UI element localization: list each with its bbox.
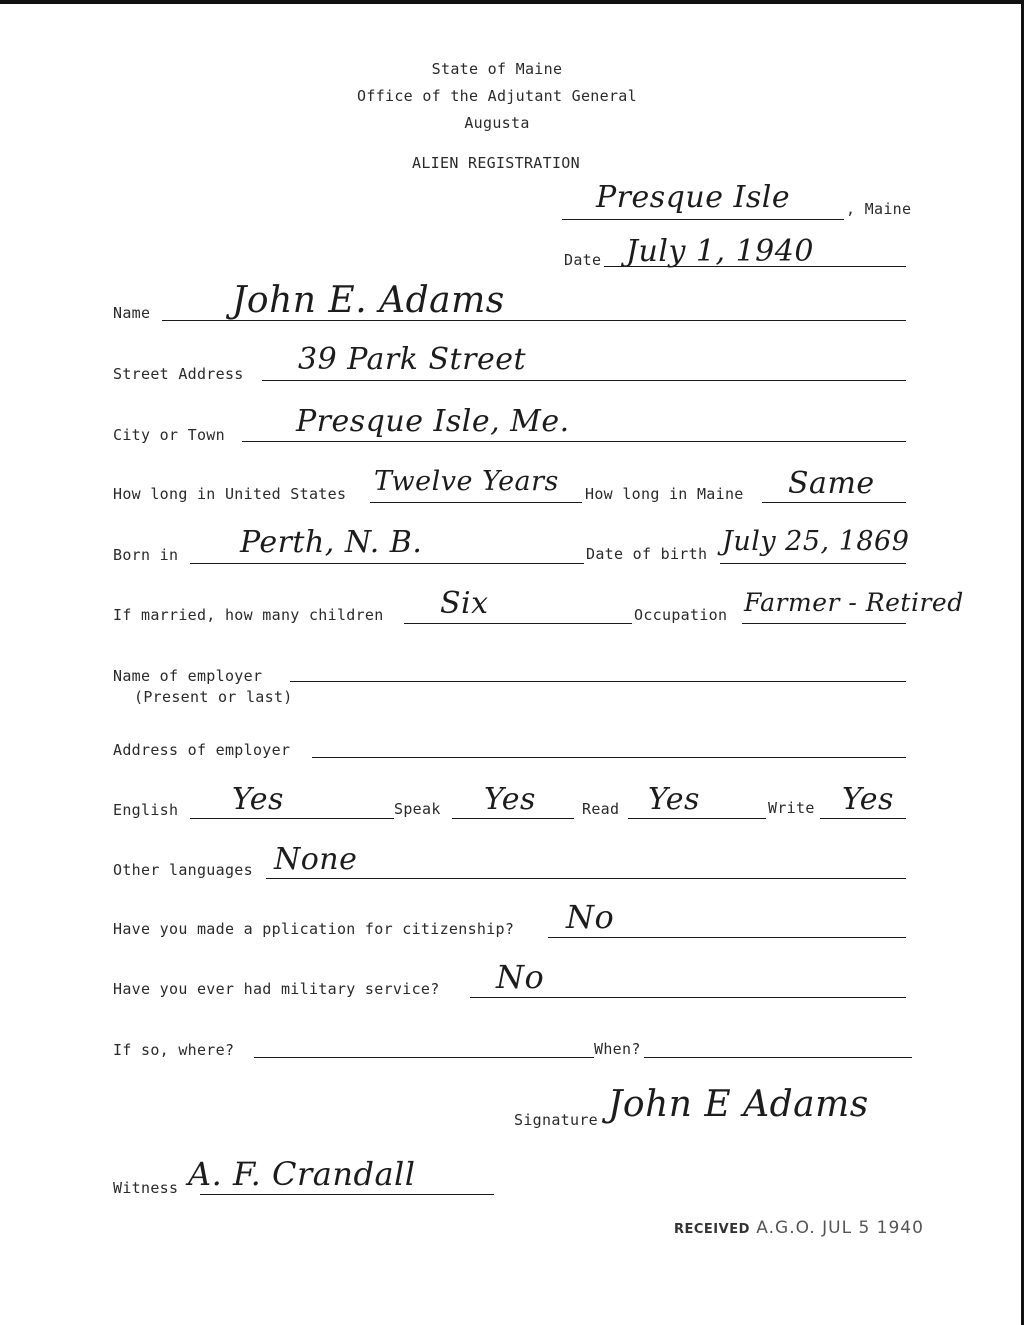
read-value: Yes (648, 782, 700, 817)
how-long-maine-label: How long in Maine (585, 485, 744, 503)
other-languages-line (266, 878, 906, 879)
street-line (262, 380, 906, 381)
how-long-us-line (370, 502, 582, 503)
read-label: Read (582, 800, 620, 818)
employer-name-label: Name of employer (113, 667, 263, 685)
children-value: Six (440, 586, 489, 621)
english-value: Yes (232, 782, 284, 817)
street-value: 39 Park Street (298, 342, 527, 377)
children-label: If married, how many children (113, 606, 384, 624)
other-languages-label: Other languages (113, 861, 253, 879)
english-label: English (113, 801, 179, 819)
when-line (644, 1057, 912, 1058)
english-line (190, 818, 394, 819)
write-line (820, 818, 906, 819)
military-line (470, 997, 906, 998)
employer-name-line (290, 681, 906, 682)
where-line (254, 1057, 594, 1058)
where-label: If so, where? (113, 1041, 235, 1059)
city-line (242, 441, 906, 442)
stamp-date: JUL 5 1940 (822, 1218, 924, 1238)
city-label: City or Town (113, 426, 225, 444)
witness-line (200, 1194, 494, 1195)
other-languages-value: None (274, 842, 358, 877)
name-value: John E. Adams (232, 280, 505, 321)
citizenship-line (548, 937, 906, 938)
speak-line (452, 818, 574, 819)
employer-address-line (312, 757, 906, 758)
place-value: Presque Isle (596, 180, 791, 215)
how-long-maine-value: Same (788, 466, 875, 501)
date-of-birth-value: July 25, 1869 (722, 526, 910, 557)
citizenship-label: Have you made a pplication for citizenship? (113, 920, 515, 938)
how-long-us-value: Twelve Years (374, 466, 559, 497)
stamp-received: RECEIVED (674, 1222, 750, 1237)
city-value: Presque Isle, Me. (296, 404, 570, 439)
occupation-value: Farmer - Retired (744, 588, 964, 617)
maine-label: , Maine (846, 200, 912, 218)
employer-name-sublabel: (Present or last) (134, 688, 293, 706)
how-long-maine-line (762, 502, 906, 503)
citizenship-value: No (566, 898, 615, 936)
write-label: Write (768, 799, 815, 817)
date-value: July 1, 1940 (626, 234, 814, 269)
read-line (628, 818, 766, 819)
occupation-line (742, 623, 906, 624)
place-line (562, 219, 844, 220)
military-value: No (496, 958, 545, 996)
children-line (404, 623, 632, 624)
write-value: Yes (842, 782, 894, 817)
speak-value: Yes (484, 782, 536, 817)
born-in-line (190, 563, 584, 564)
form-title: ALIEN REGISTRATION (412, 154, 580, 172)
when-label: When? (594, 1040, 641, 1058)
street-label: Street Address (113, 365, 244, 383)
military-label: Have you ever had military service? (113, 980, 440, 998)
header-state: State of Maine (431, 60, 563, 78)
stamp-office: A.G.O. (756, 1218, 816, 1238)
date-of-birth-label: Date of birth (586, 545, 708, 563)
born-in-label: Born in (113, 546, 179, 564)
signature-label: Signature (514, 1111, 598, 1129)
header-city: Augusta (464, 114, 530, 132)
witness-value: A. F. Crandall (188, 1155, 416, 1193)
name-label: Name (113, 304, 151, 322)
scan-border-top (0, 0, 1024, 4)
date-label: Date (564, 251, 602, 269)
born-in-value: Perth, N. B. (240, 525, 423, 560)
header-office: Office of the Adjutant General (357, 87, 637, 105)
employer-address-label: Address of employer (113, 741, 291, 759)
received-stamp (674, 1218, 924, 1238)
how-long-us-label: How long in United States (113, 485, 347, 503)
witness-label: Witness (113, 1179, 179, 1197)
signature-value: John E Adams (608, 1084, 869, 1125)
date-of-birth-line (720, 563, 906, 564)
speak-label: Speak (394, 800, 441, 818)
occupation-label: Occupation (634, 606, 728, 624)
